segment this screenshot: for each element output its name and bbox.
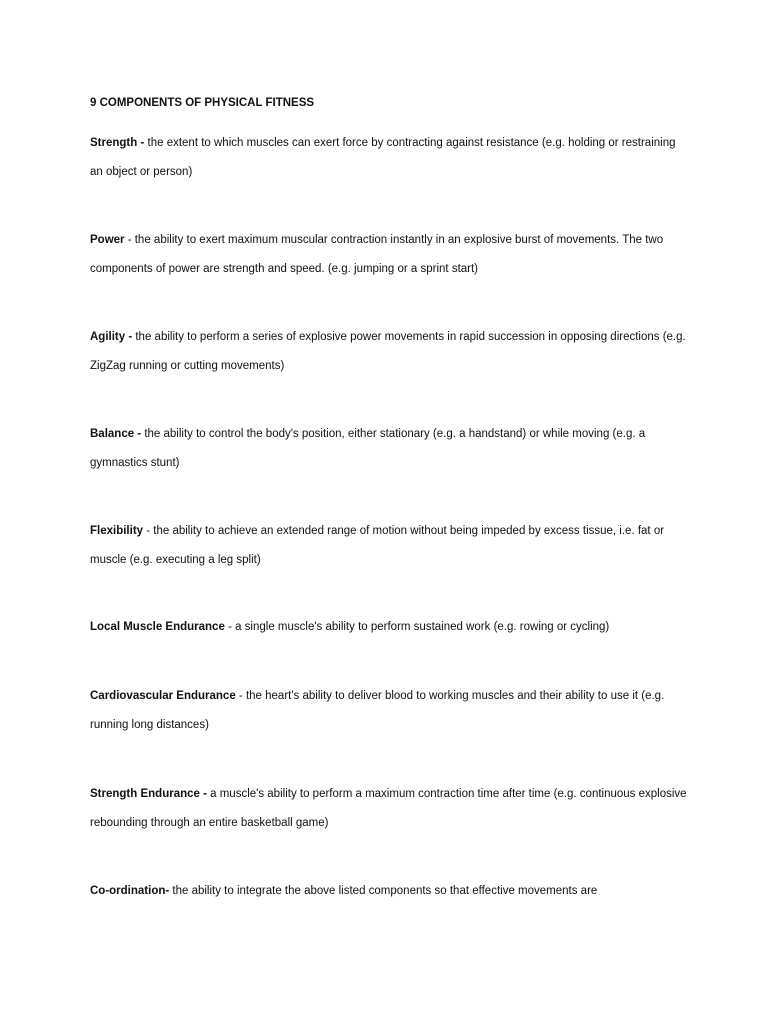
entry-term: Co-ordination-: [90, 885, 170, 897]
entry-term: Power: [90, 234, 125, 246]
entry-term: Balance -: [90, 428, 142, 440]
entry-definition: - a single muscle's ability to perform sustained work (e.g. rowing or cycling): [224, 621, 610, 633]
entry-power: [90, 226, 690, 283]
entry-term: Flexibility: [90, 525, 144, 537]
entry-definition: the extent to which muscles can exert force by contracting against resistance (e.g. holding or restraining an object or person): [90, 137, 676, 178]
entry-definition: the ability to integrate the above listed components so that effective movements are: [169, 885, 598, 897]
entry-term: Strength Endurance -: [90, 788, 207, 800]
entry-strength: [90, 129, 690, 186]
entry-definition: - the ability to exert maximum muscular contraction instantly in an explosive burst of movements. The two components of power are strength and speed. (e.g. jumping or a sprint start): [90, 234, 664, 275]
entry-definition: a muscle's ability to perform a maximum contraction time after time (e.g. continuous explosive rebounding through an entire basketball game): [90, 788, 687, 829]
entry-term: Strength -: [90, 137, 145, 149]
entry-term: Agility -: [90, 331, 133, 343]
entry-definition: the ability to perform a series of explosive power movements in rapid succession in opposing directions (e.g. ZigZag running or cutting movements): [90, 331, 686, 372]
document-title: 9 COMPONENTS OF PHYSICAL FITNESS: [90, 97, 315, 109]
entry-term: Local Muscle Endurance: [90, 621, 225, 633]
entry-definition: the ability to control the body's position, either stationary (e.g. a handstand) or while moving (e.g. a gymnastics stunt): [90, 428, 646, 469]
entry-local-muscle-endurance: [90, 613, 690, 642]
entry-co-ordination: [90, 877, 690, 906]
entry-definition: - the ability to achieve an extended range of motion without being impeded by excess tissue, i.e. fat or muscle (e.g. executing a leg split): [90, 525, 665, 566]
entry-strength-endurance: [90, 780, 690, 837]
entry-definition: - the heart's ability to deliver blood to working muscles and their ability to use it (e.g. running long distances): [90, 690, 665, 731]
entry-balance: [90, 420, 690, 477]
entry-cardiovascular-endurance: [90, 682, 690, 739]
entry-term: Cardiovascular Endurance: [90, 690, 236, 702]
entry-agility: [90, 323, 690, 380]
entry-flexibility: [90, 517, 690, 574]
